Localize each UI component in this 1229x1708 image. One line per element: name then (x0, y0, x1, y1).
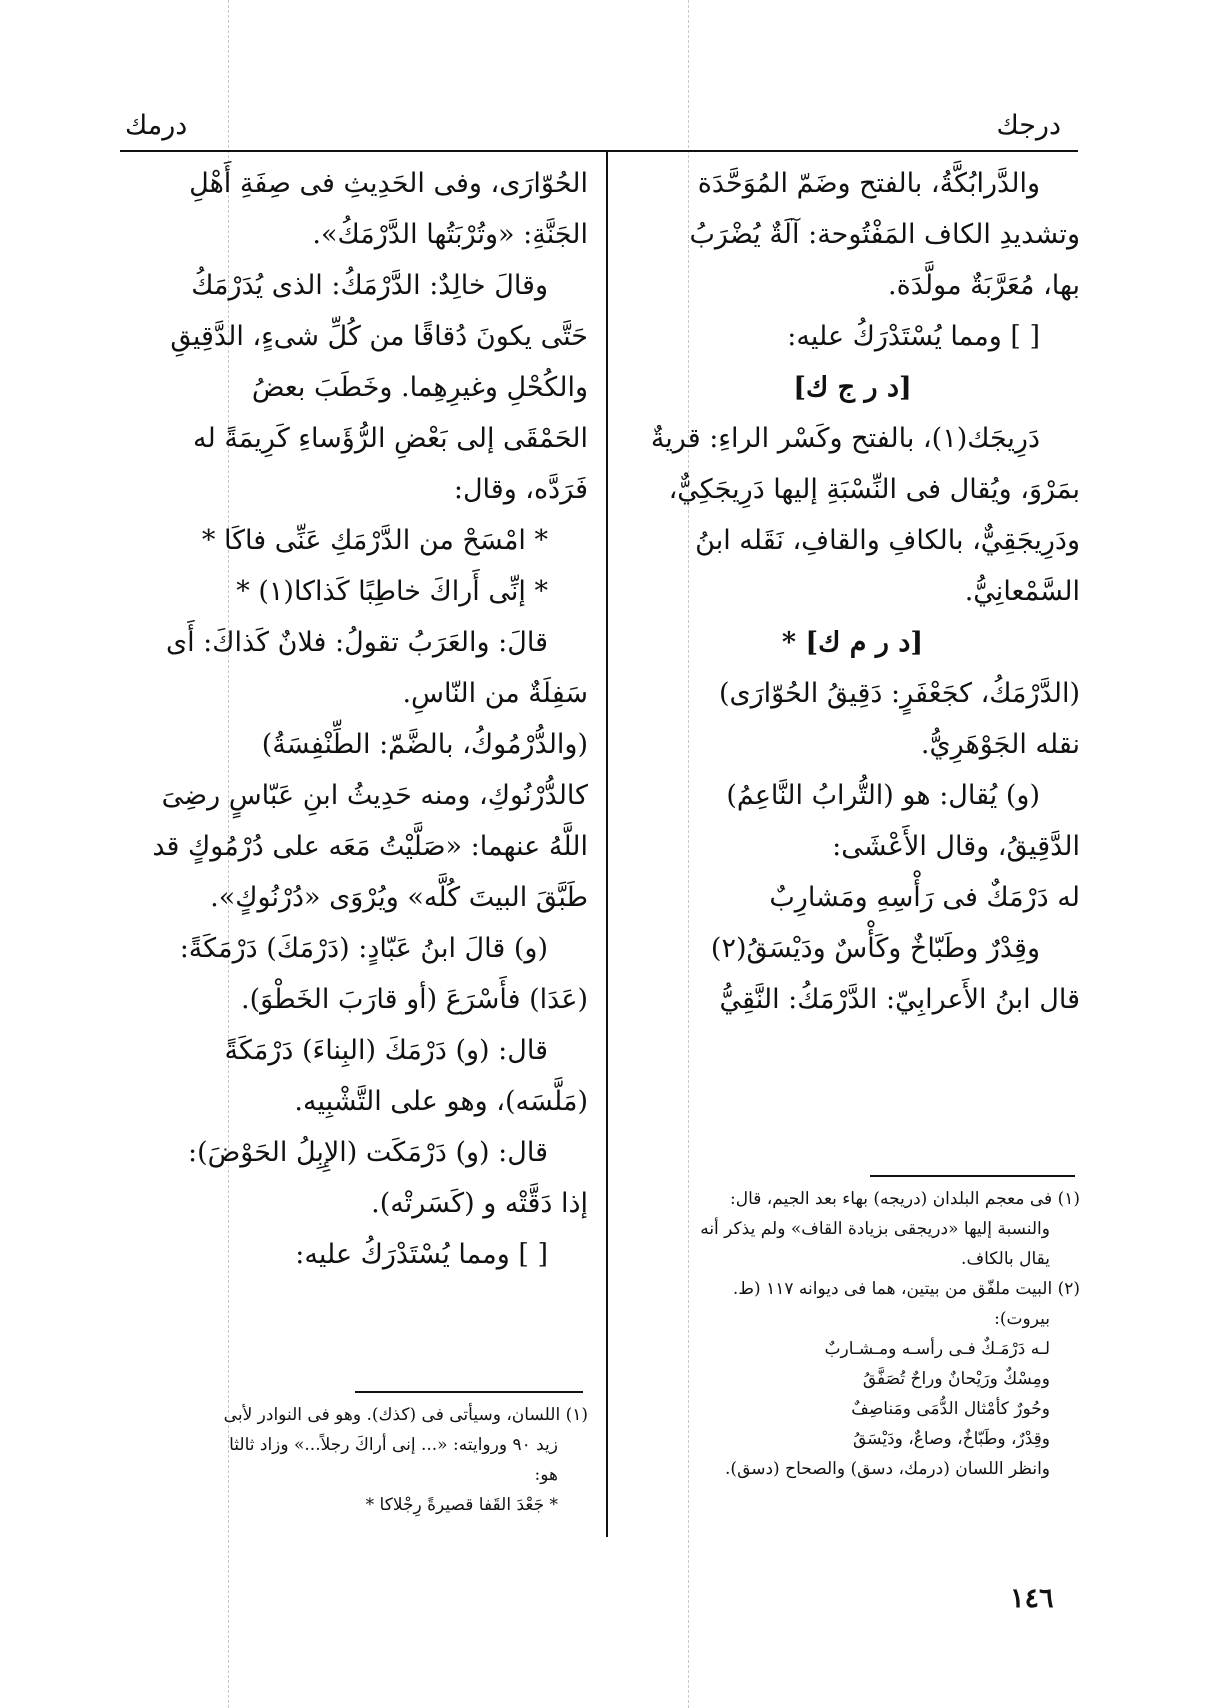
text-line: (الدَّرْمَكُ، كجَعْفَرٍ: دَقِيقُ الحُوّارَى) (718, 678, 1080, 709)
footnote-line: (٢) البيت ملفّق من بيتين، هما فى ديوانه ١١٧ (ط. (732, 1279, 1080, 1299)
left-column-text (120, 158, 588, 1280)
text-line: بها، مُعَرَّبَةٌ مولَّدَة. (888, 270, 1080, 301)
footnote-line: (١) اللسان، وسيأتى فى (كذك). وهو فى النوادر لأبى (223, 1405, 588, 1425)
text-line: * امْسَحْ من الدَّرْمَكِ عَنِّى فاكَا * (201, 525, 548, 556)
text-line: [د ر م ك] * (781, 627, 924, 658)
footnote-line: ومِسْكٌ ورَيْحانٌ وراحٌ تُصَفَّقُ (862, 1369, 1050, 1389)
text-line: قال ابنُ الأَعرابِيّ: الدَّرْمَكُ: النَّقِيُّ (719, 984, 1080, 1015)
column-divider (606, 152, 608, 1537)
text-line: السَّمْعانِيُّ. (964, 576, 1080, 607)
text-line: إذا دَقَّتْه و (كَسَرتْه). (371, 1188, 588, 1219)
text-line: ودَرِيجَقِيٌّ، بالكافِ والقافِ، نَقَله ابنُ (695, 525, 1080, 556)
text-line: بمَرْوَ، ويُقال فى النِّسْبَةِ إليها دَرِيجَكِيٌّ، (668, 474, 1080, 505)
text-line: حَتَّى يكونَ دُقاقًا من كُلِّ شىءٍ، الدَّقِيقِ (170, 321, 588, 352)
running-header-left: درمك (125, 110, 188, 141)
footnote-line: وانظر اللسان (درمك، دسق) والصحاح (دسق). (725, 1459, 1050, 1479)
text-line: دَرِيجَك(١)، بالفتح وكَسْر الراءِ: قريةٌ (650, 423, 1040, 454)
footnote-line: لـه دَرْمَـكٌ فـى رأسـه ومـشـاربٌ (824, 1339, 1050, 1359)
left-column-footnotes (120, 1400, 588, 1520)
text-line: وقِدْرٌ وطَبّاخٌ وكَأْسٌ ودَيْسَقُ(٢) (710, 933, 1040, 964)
running-header-right: درجك (996, 110, 1061, 141)
text-line: والدَّرابُكَّةُ، بالفتح وضَمّ المُوَحَّدَة (697, 168, 1040, 199)
text-line: والكُحْلِ وغيرِهِما. وخَطَبَ بعضُ (251, 372, 588, 403)
page-number: ١٤٦ (1010, 1583, 1054, 1614)
footnote-line: (١) فى معجم البلدان (دريجه) بهاء بعد الجيم، قال: (730, 1189, 1080, 1209)
text-line: (عَدَا) فأَسْرَعَ (أو قارَبَ الخَطْوَ). (241, 984, 588, 1015)
text-line: * إنِّى أَراكَ خاطِبًا كَذاكا(١) * (236, 576, 548, 607)
text-line: [ ] ومما يُسْتَدْرَكُ عليه: (787, 321, 1040, 352)
text-line: نقله الجَوْهَرِيُّ. (920, 729, 1080, 760)
text-line: فَرَدَّه، وقال: (453, 474, 588, 505)
header-rule (120, 150, 1078, 152)
text-line: (و) يُقال: هو (التُّرابُ النَّاعِمُ) (726, 780, 1040, 811)
text-line: سَفِلَةٌ من النّاسِ. (402, 678, 588, 709)
footnote-line: وقِدْرٌ، وطَبّاخٌ، وصاعٌ، ودَيْسَقُ (853, 1429, 1050, 1449)
text-line: الدَّقِيقُ، وقال الأَعْشَى: (832, 831, 1080, 862)
text-line: الحُوّارَى، وفى الحَدِيثِ فى صِفَةِ أَهْلِ (189, 168, 588, 199)
footnote-line: * جَعْدَ القَفا قصيرةً رِجْلاكا * (365, 1495, 558, 1515)
right-column-footnotes (625, 1184, 1080, 1484)
text-line: وقالَ خالِدٌ: الدَّرْمَكُ: الذى يُدَرْمَكُ (191, 270, 548, 301)
footnote-line: يقال بالكاف. (961, 1249, 1050, 1269)
footnote-line: هو: (534, 1465, 558, 1485)
text-line: [د ر ج ك] (793, 372, 912, 403)
footnote-line: زيد ٩٠ وروايته: «... إنى أراكَ رجلاً...» وزاد ثالثا (229, 1435, 558, 1455)
text-line: اللَّهُ عنهما: «صَلَّيْتُ مَعَه على دُرْمُوكٍ قد (152, 831, 588, 862)
right-column-text (625, 158, 1080, 1025)
text-line: (مَلَّسَه)، وهو على التَّشْبِيه. (294, 1086, 588, 1117)
footnote-line: والنسبة إليها «دريجقى بزيادة القاف» ولم يذكر أنه (700, 1219, 1050, 1239)
text-line: كالدُّرْنُوكِ، ومنه حَدِيثُ ابنِ عَبّاسٍ رضِىَ (161, 780, 588, 811)
text-line: طَبَّقَ البيتَ كُلَّه» ويُرْوَى «دُرْنُوكٍ». (210, 882, 588, 913)
text-line: قال: (و) دَرْمَكَ (البِناءَ) دَرْمَكَةً (224, 1035, 548, 1066)
right-footnote-rule (870, 1175, 1075, 1177)
text-line: له دَرْمَكٌ فى رَأْسِهِ ومَشارِبٌ (769, 882, 1080, 913)
text-line: الجَنَّةِ: «وتُرْبَتُها الدَّرْمَكُ». (312, 219, 588, 250)
footnote-line: وحُورٌ كأمْثال الدُّمَى ومَناصِفٌ (851, 1399, 1050, 1419)
text-line: (والدُّرْمُوكُ، بالضَّمّ: الطِّنْفِسَةُ) (261, 729, 588, 760)
text-line: الحَمْقَى إلى بَعْضِ الرُّؤَساءِ كَرِيمَةً له (193, 423, 588, 454)
text-line: (و) قالَ ابنُ عَبّادٍ: (دَرْمَكَ) دَرْمَكَةً: (179, 933, 548, 964)
text-line: وتشديدِ الكاف المَفْتُوحة: آلَةٌ يُضْرَبُ (689, 219, 1080, 250)
footnote-line: بيروت): (994, 1309, 1050, 1329)
text-line: قال: (و) دَرْمَكَت (الإِبِلُ الحَوْضَ): (187, 1137, 548, 1168)
left-footnote-rule (355, 1391, 583, 1393)
text-line: [ ] ومما يُسْتَدْرَكُ عليه: (295, 1239, 548, 1270)
text-line: قالَ: والعَرَبُ تقولُ: فلانٌ كَذاكَ: أَى (165, 627, 548, 658)
